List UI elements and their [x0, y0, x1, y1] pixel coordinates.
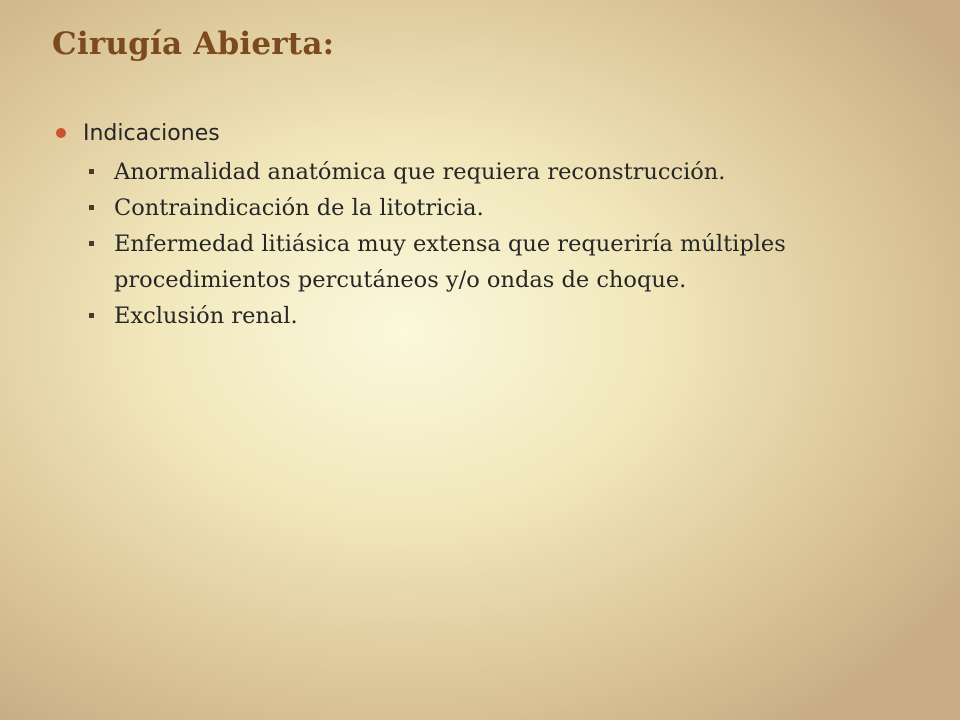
sub-bullet-item: [86, 226, 916, 298]
sub-bullet-text: Enfermedad litiásica muy extensa que requeriría múltiples procedimientos percutáneos y/o ondas de choque.: [114, 231, 786, 293]
sub-bullet-item: [86, 154, 916, 190]
square-bullet-icon: [89, 205, 94, 210]
square-bullet-icon: [89, 241, 94, 246]
bullet-item-indicaciones: [56, 116, 916, 150]
square-bullet-icon: [89, 313, 94, 318]
sub-bullet-text: Anormalidad anatómica que requiera reconstrucción.: [114, 159, 726, 185]
sub-bullet-text: Contraindicación de la litotricia.: [114, 195, 484, 221]
sub-bullet-item: [86, 190, 916, 226]
sub-bullet-item: [86, 298, 916, 334]
slide-content: [56, 116, 916, 334]
slide-title: Cirugía Abierta:: [52, 26, 335, 62]
sub-bullet-list: [56, 154, 916, 334]
square-bullet-icon: [89, 169, 94, 174]
bullet-label: Indicaciones: [83, 120, 220, 146]
sub-bullet-text: Exclusión renal.: [114, 303, 298, 329]
circle-bullet-icon: [56, 128, 66, 138]
